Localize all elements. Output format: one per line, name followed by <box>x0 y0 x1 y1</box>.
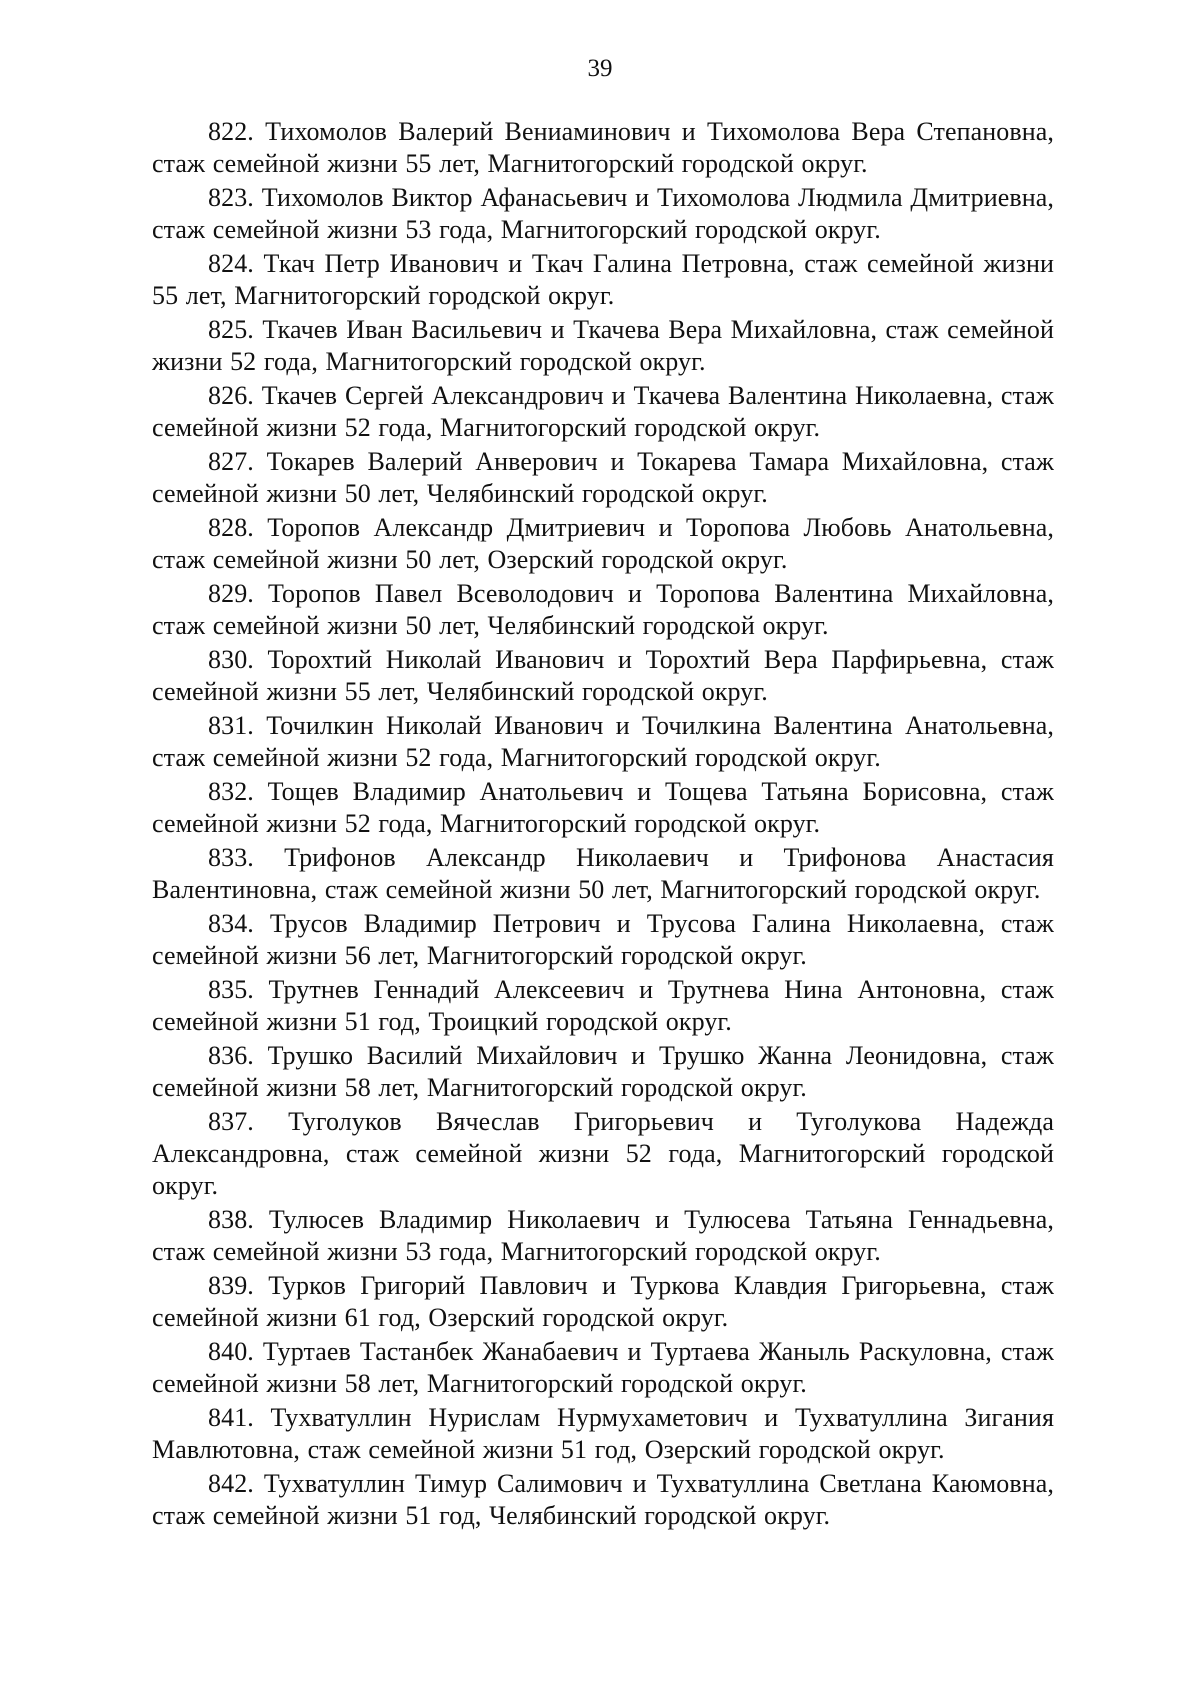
list-item: 837. Туголуков Вячеслав Григорьевич и Туголукова Надежда Александровна, стаж семейной жизни 52 года, Магнитогорский городской округ. <box>152 1107 1054 1200</box>
list-item: 825. Ткачев Иван Васильевич и Ткачева Вера Михайловна, стаж семейной жизни 52 года, Магнитогорский городской округ. <box>152 315 1054 376</box>
list-item: 826. Ткачев Сергей Александрович и Ткачева Валентина Николаевна, стаж семейной жизни 52 года, Магнитогорский городской округ. <box>152 381 1054 442</box>
list-item: 839. Турков Григорий Павлович и Туркова Клавдия Григорьевна, стаж семейной жизни 61 год, Озерский городской округ. <box>152 1271 1054 1332</box>
page-number: 39 <box>587 55 613 82</box>
entries-list <box>152 116 1054 1534</box>
list-item: 836. Трушко Василий Михайлович и Трушко Жанна Леонидовна, стаж семейной жизни 58 лет, Магнитогорский городской округ. <box>152 1041 1054 1102</box>
list-item: 822. Тихомолов Валерий Вениаминович и Тихомолова Вера Степановна, стаж семейной жизни 55 лет, Магнитогорский городской округ. <box>152 117 1054 178</box>
list-item: 835. Трутнев Геннадий Алексеевич и Трутнева Нина Антоновна, стаж семейной жизни 51 год, Троицкий городской округ. <box>152 975 1054 1036</box>
list-item: 842. Тухватуллин Тимур Салимович и Тухватуллина Светлана Каюмовна, стаж семейной жизни 51 год, Челябинский городской округ. <box>152 1469 1054 1530</box>
list-item: 833. Трифонов Александр Николаевич и Трифонова Анастасия Валентиновна, стаж семейной жизни 50 лет, Магнитогорский городской округ. <box>152 843 1054 904</box>
list-item: 824. Ткач Петр Иванович и Ткач Галина Петровна, стаж семейной жизни 55 лет, Магнитогорский городской округ. <box>152 249 1054 310</box>
list-item: 840. Туртаев Тастанбек Жанабаевич и Туртаева Жаныль Раскуловна, стаж семейной жизни 58 лет, Магнитогорский городской округ. <box>152 1337 1054 1398</box>
list-item: 831. Точилкин Николай Иванович и Точилкина Валентина Анатольевна, стаж семейной жизни 52 года, Магнитогорский городской округ. <box>152 711 1054 772</box>
list-item: 823. Тихомолов Виктор Афанасьевич и Тихомолова Людмила Дмитриевна, стаж семейной жизни 53 года, Магнитогорский городской округ. <box>152 183 1054 244</box>
list-item: 834. Трусов Владимир Петрович и Трусова Галина Николаевна, стаж семейной жизни 56 лет, Магнитогорский городской округ. <box>152 909 1054 970</box>
list-item: 827. Токарев Валерий Анверович и Токарева Тамара Михайловна, стаж семейной жизни 50 лет, Челябинский городской округ. <box>152 447 1054 508</box>
list-item: 828. Торопов Александр Дмитриевич и Торопова Любовь Анатольевна, стаж семейной жизни 50 лет, Озерский городской округ. <box>152 513 1054 574</box>
list-item: 838. Тулюсев Владимир Николаевич и Тулюсева Татьяна Геннадьевна, стаж семейной жизни 53 года, Магнитогорский городской округ. <box>152 1205 1054 1266</box>
list-item: 830. Торохтий Николай Иванович и Торохтий Вера Парфирьевна, стаж семейной жизни 55 лет, Челябинский городской округ. <box>152 645 1054 706</box>
list-item: 829. Торопов Павел Всеволодович и Торопова Валентина Михайловна, стаж семейной жизни 50 лет, Челябинский городской округ. <box>152 579 1054 640</box>
list-item: 841. Тухватуллин Нурислам Нурмухаметович и Тухватуллина Зигания Мавлютовна, стаж семейной жизни 51 год, Озерский городской округ. <box>152 1403 1054 1464</box>
list-item: 832. Тощев Владимир Анатольевич и Тощева Татьяна Борисовна, стаж семейной жизни 52 года, Магнитогорский городской округ. <box>152 777 1054 838</box>
